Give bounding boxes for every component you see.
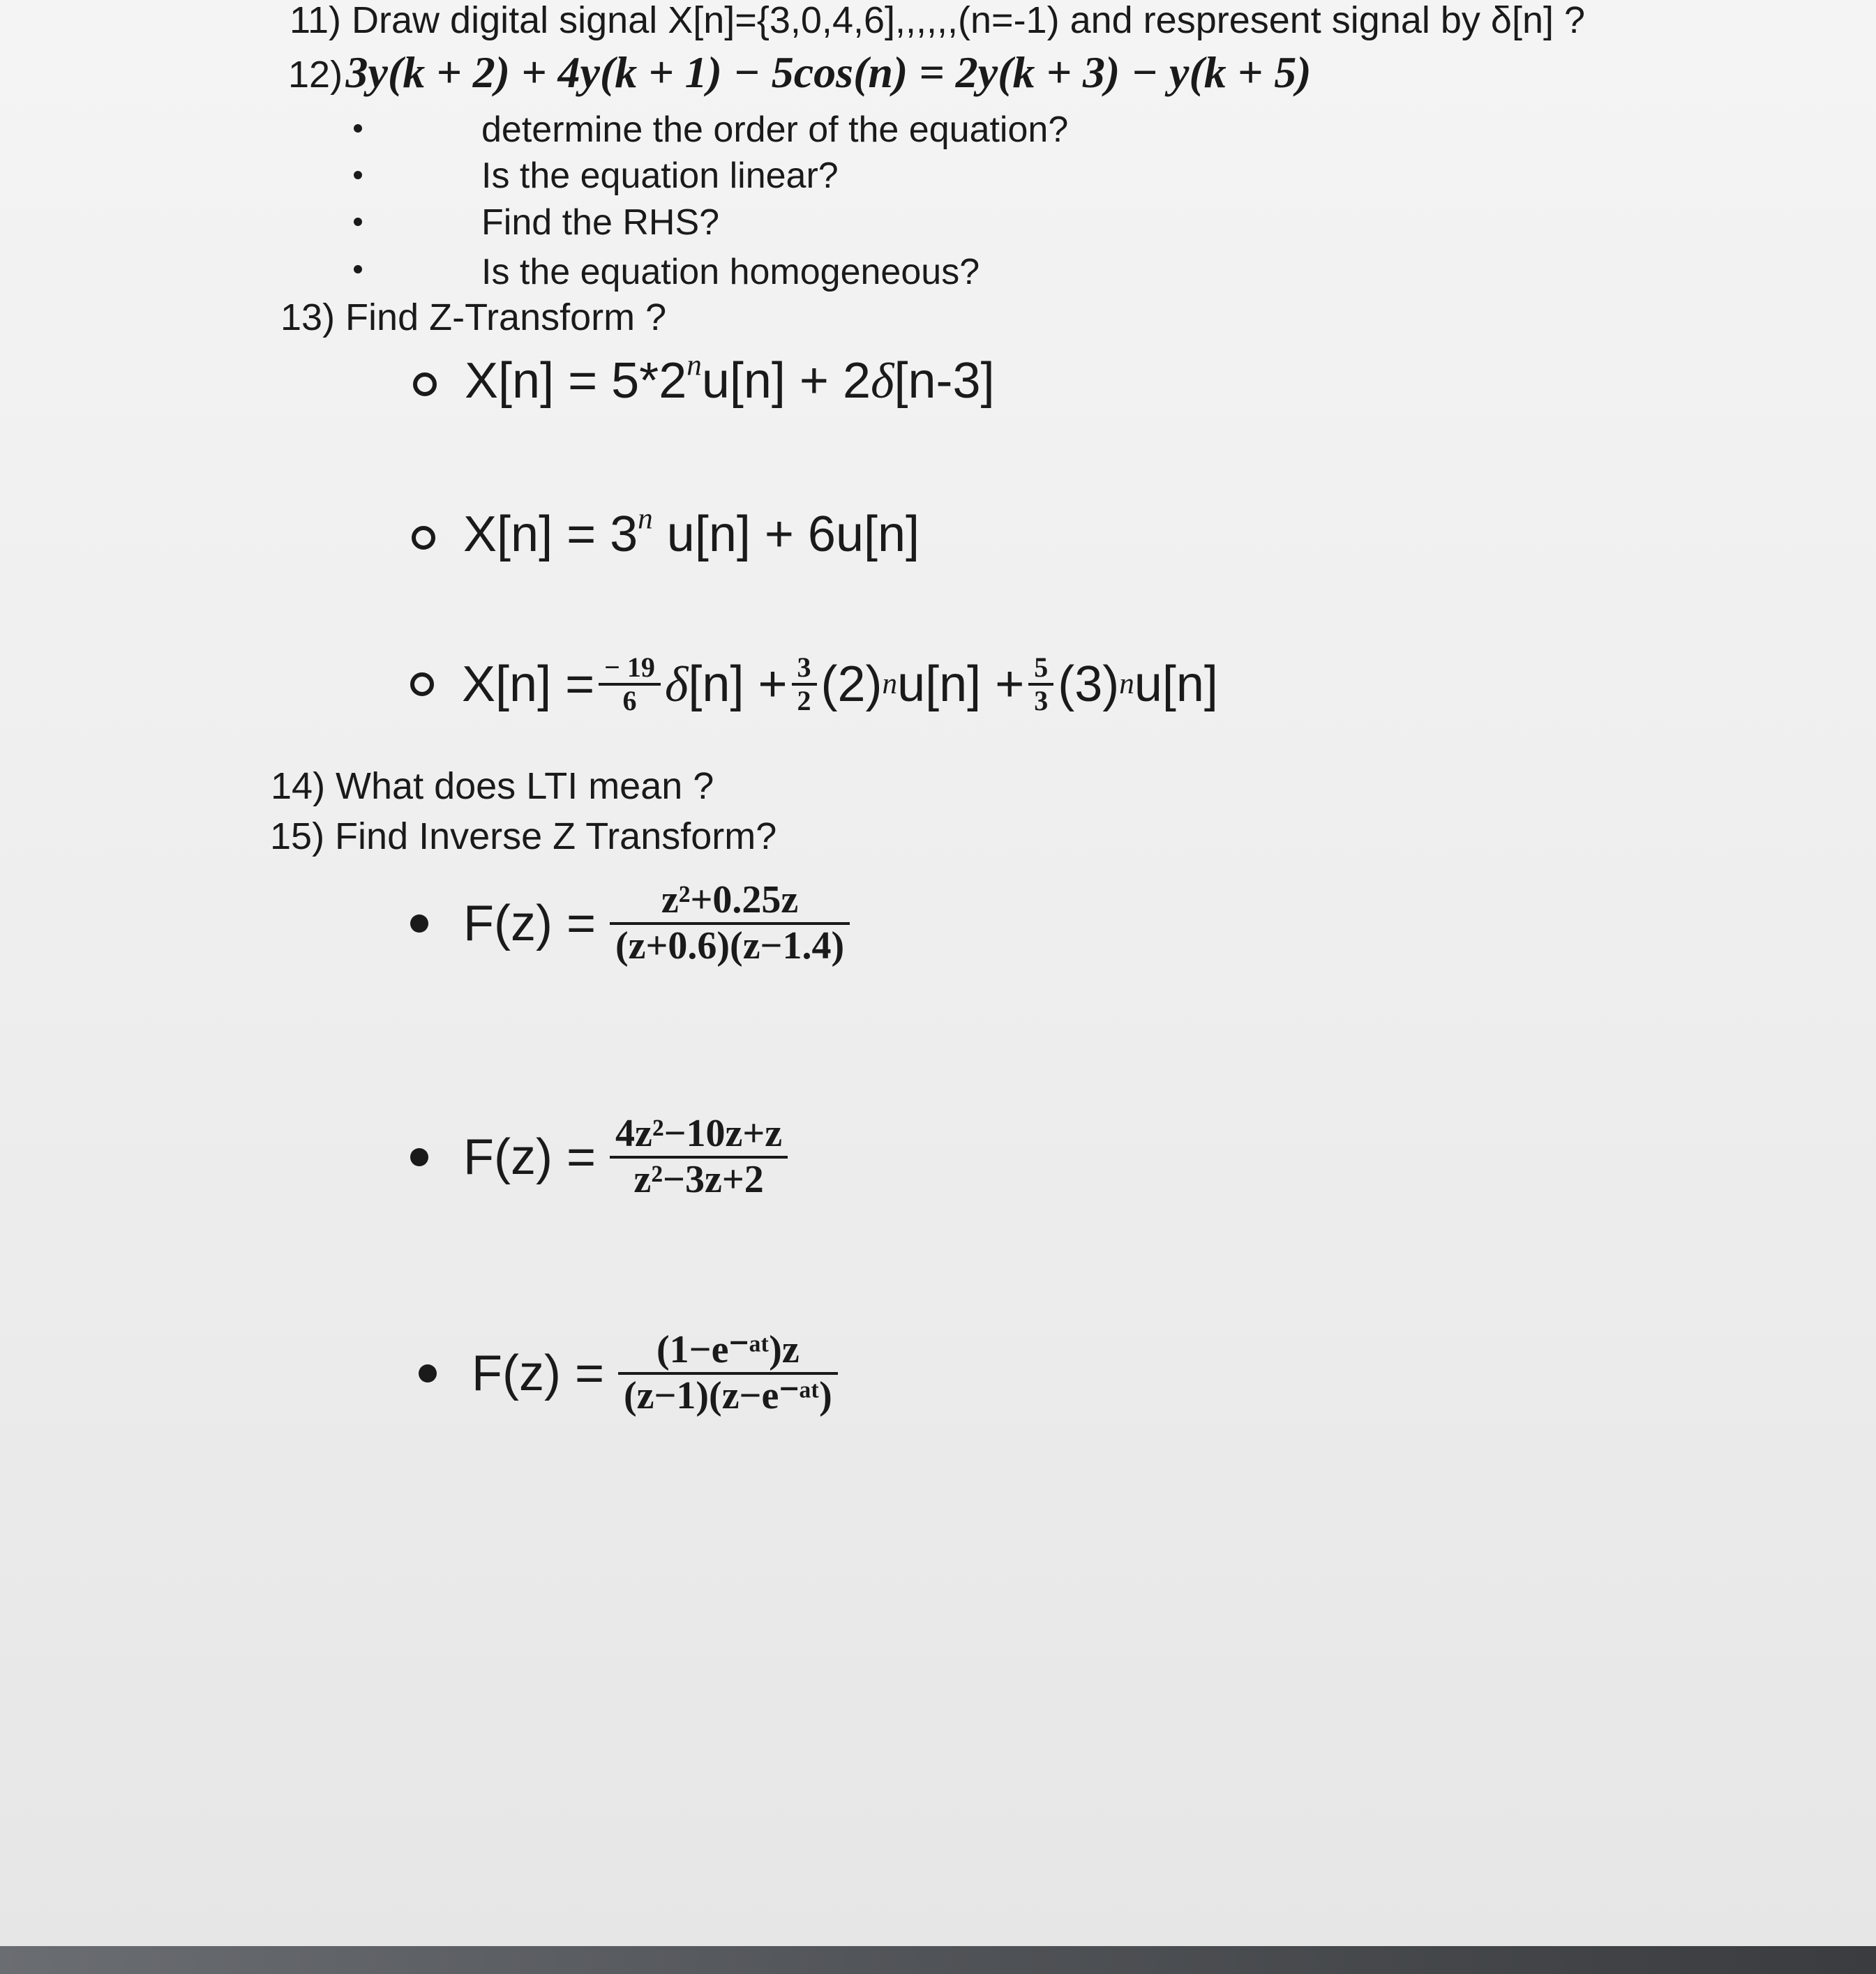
difference-equation: 3y(k + 2) + 4y(k + 1) − 5cos(n) = 2y(k + 3) − y(k + 5) <box>345 47 1312 97</box>
fraction-5-over-3: $\frac{5}{3}$ <box>1028 652 1053 716</box>
inverse-z-item-3: F(z) = $\frac{\text{(1−e⁻ᵃᵗ)z}}{\text{(z−1)(z−e⁻ᵃᵗ)}}$ <box>419 1329 842 1417</box>
circle-bullet-icon <box>412 526 435 550</box>
z-transform-item-3: X[n] = $\frac{- 19}{6}$ δ [n] + $\frac{3}{2}$ (2) n u[n] + $\frac{5}{3}$ (3) n u[n] <box>410 652 1218 716</box>
inverse-z-item-1: F(z) = $\frac{\text{z²+0.25z}}{(z+0.6)(z-1.4)}$ <box>410 879 854 967</box>
circle-bullet-icon <box>410 672 434 696</box>
circle-bullet-icon <box>413 372 437 396</box>
question-11: 11) Draw digital signal X[n]={3,0,4,6],,,,,,(n=-1) and respresent signal by δ[n] ? <box>290 0 1586 41</box>
fraction: $\frac{\text{z²+0.25z}}{(z+0.6)(z-1.4)}$ <box>610 879 850 967</box>
question-12 <box>288 47 1312 97</box>
bullet <box>354 124 362 133</box>
inverse-z-item-2: F(z) = $\frac{\text{4z²−10z+z}}{\text{z²−3z+2}}$ <box>410 1113 792 1201</box>
sub-question-homogeneous: Is the equation homogeneous? <box>481 252 980 292</box>
bullet-icon <box>410 1148 428 1166</box>
question-15-title: 15) Find Inverse Z Transform? <box>270 815 777 857</box>
sub-question-order: determine the order of the equation? <box>481 110 1069 150</box>
sub-question-rhs: Find the RHS? <box>481 202 720 243</box>
bullet <box>354 265 362 273</box>
question-12-number: 12) <box>288 54 343 96</box>
bullet <box>354 218 362 226</box>
question-14: 14) What does LTI mean ? <box>271 765 714 807</box>
z-transform-item-2: $X[n] = 3^n$ u[n] + 6u[n] <box>412 509 920 559</box>
bullet-icon <box>410 914 428 933</box>
fraction: $\frac{\text{4z²−10z+z}}{\text{z²−3z+2}}$ <box>610 1113 788 1201</box>
desk-edge <box>0 1946 1876 1974</box>
bullet-icon <box>419 1364 437 1382</box>
fraction-3-over-2: $\frac{3}{2}$ <box>792 652 817 716</box>
bullet <box>354 171 362 179</box>
sub-question-linear: Is the equation linear? <box>481 156 839 196</box>
fraction-neg19-over-6: $\frac{- 19}{6}$ <box>599 652 661 716</box>
question-13-title: 13) Find Z-Transform ? <box>280 296 667 338</box>
z-transform-item-1: $X[n] = 5*2^nu[n] + 2\delta[n-3]$ <box>413 356 995 406</box>
fraction: $\frac{\text{(1−e⁻ᵃᵗ)z}}{\text{(z−1)(z−e⁻ᵃᵗ)}}$ <box>618 1329 838 1417</box>
